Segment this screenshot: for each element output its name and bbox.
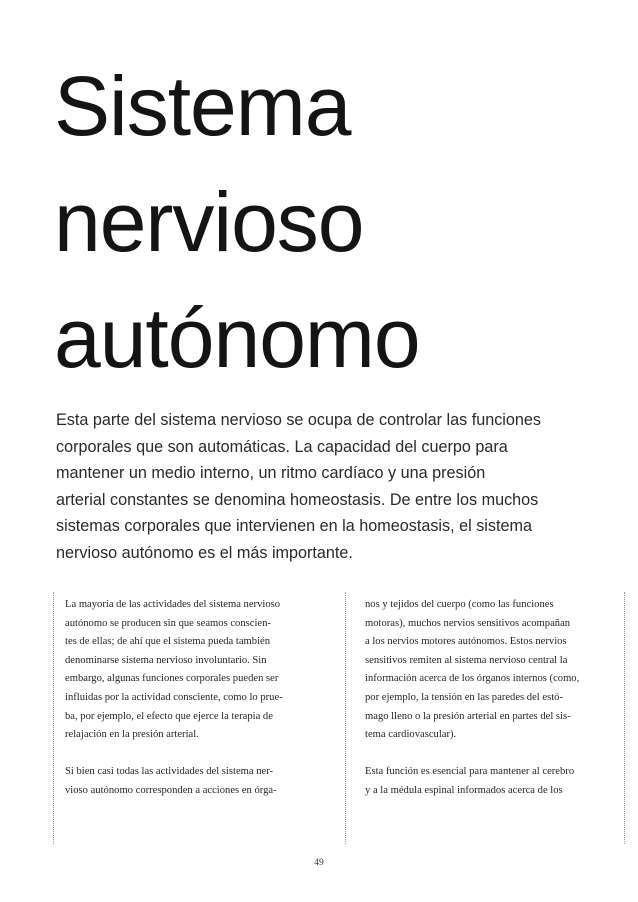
body-paragraph <box>65 763 297 800</box>
body-line: motoras), muchos nervios sensitivos acompañan <box>365 617 571 629</box>
body-line: La mayoría de las actividades del sistema nervioso <box>65 599 281 610</box>
body-line: nos y tejidos del cuerpo (como las funciones <box>365 599 554 610</box>
body-line: embargo, algunas funciones corporales pueden ser <box>65 673 279 685</box>
body-column-left <box>65 596 297 819</box>
page-number: 49 <box>314 858 324 868</box>
body-line: relajación en la presión arterial. <box>65 729 199 741</box>
intro-line: mantener un medio interno, un ritmo cardíaco y una presión <box>56 464 486 483</box>
body-line: autónomo se producen sin que seamos conscien- <box>65 617 271 629</box>
body-line: tema cardiovascular). <box>365 729 457 741</box>
body-line: vioso autónomo corresponden a acciones en órga- <box>65 784 277 796</box>
body-line: a los nervios motores autónomos. Estos nervios <box>365 636 567 648</box>
body-line: Esta función es esencial para mantener al cerebro <box>365 766 575 778</box>
title-line: nervioso <box>54 175 364 269</box>
body-line: por ejemplo, la tensión en las paredes del estó- <box>365 691 563 703</box>
body-line: y a la médula espinal informados acerca de los <box>365 784 563 796</box>
body-line: denominarse sistema nervioso involuntario. Sin <box>65 654 267 666</box>
intro-line: Esta parte del sistema nervioso se ocupa de controlar las funciones <box>56 411 541 429</box>
body-line: sensitivos remiten al sistema nervioso central la <box>365 654 568 666</box>
intro-line: corporales que son automáticas. La capacidad del cuerpo para <box>56 437 508 456</box>
title-line: autónomo <box>54 291 420 385</box>
intro-line: sistemas corporales que intervienen en la homeostasis, el sistema <box>56 517 532 536</box>
body-line: Si bien casi todas las actividades del sistema ner- <box>65 766 274 778</box>
body-column-right <box>365 596 597 819</box>
body-line: influidas por la actividad consciente, como lo prue- <box>65 691 283 703</box>
intro-line: arterial constantes se denomina homeostasis. De entre los muchos <box>56 490 539 509</box>
page-title <box>54 48 420 396</box>
intro-line: nervioso autónomo es el más importante. <box>56 543 353 562</box>
body-paragraph <box>365 763 597 800</box>
body-paragraph <box>65 596 297 745</box>
body-line: mago lleno o la presión arterial en partes del sis- <box>365 710 571 722</box>
column-divider-middle <box>345 592 346 844</box>
body-line: información acerca de los órganos internos (como, <box>365 673 580 685</box>
body-line: ba, por ejemplo, el efecto que ejerce la terapia de <box>65 710 273 722</box>
body-paragraph <box>365 596 597 745</box>
title-line: Sistema <box>54 59 351 153</box>
body-line: tes de ellas; de ahí que el sistema pueda también <box>65 636 271 648</box>
column-divider-left <box>53 592 54 844</box>
column-divider-right <box>624 592 625 844</box>
intro-paragraph <box>56 407 596 567</box>
